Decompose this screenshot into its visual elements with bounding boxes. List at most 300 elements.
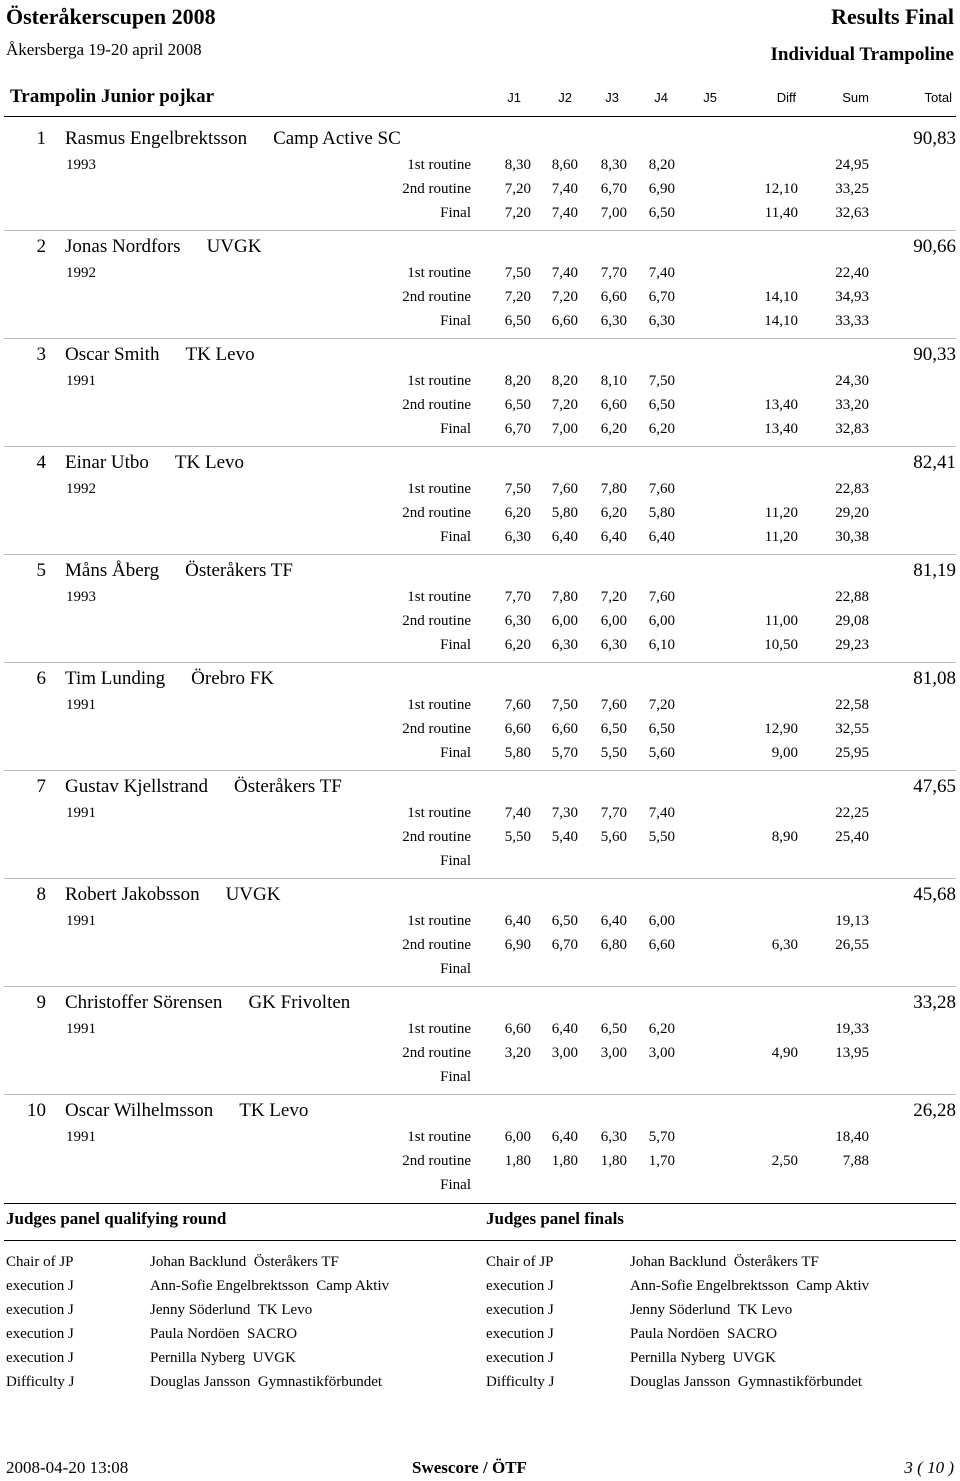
footer-page: 3 ( 10 ) [904,1458,954,1477]
judge-score-j1: 6,60 [504,1021,531,1037]
difficulty-score: 12,90 [764,721,798,737]
judge-score-j4: 8,20 [648,157,675,173]
judge-score-j2: 7,20 [551,397,578,413]
judge-score-j4: 5,70 [648,1129,675,1145]
judge-score-j2: 6,40 [551,1129,578,1145]
judge-name: Ann-Sofie Engelbrektsson Camp Aktiv [150,1278,390,1294]
routine-row [0,481,960,505]
athlete-total: 81,08 [913,668,956,689]
routine-label: Final [440,1069,471,1085]
judge-score-j2: 7,30 [551,805,578,821]
routine-row [0,265,960,289]
judge-score-j3: 7,80 [600,481,627,497]
judge-score-j3: 7,00 [600,205,627,221]
routine-label: 1st routine [407,697,471,713]
judge-score-j4: 5,80 [648,505,675,521]
judge-score-j2: 7,20 [551,289,578,305]
routine-label: 2nd routine [402,289,471,305]
athlete-club: Österåkers TF [185,560,293,581]
judge-score-j2: 7,40 [551,181,578,197]
routine-row [0,937,960,961]
difficulty-score: 11,00 [764,613,798,629]
judge-score-j2: 6,00 [551,613,578,629]
routine-label: 1st routine [407,481,471,497]
athlete-name: Gustav Kjellstrand Österåkers TF [65,776,342,797]
routine-label: 2nd routine [402,397,471,413]
judge-score-j2: 6,50 [551,913,578,929]
judge-score-j3: 6,30 [600,313,627,329]
athlete-result [0,126,960,234]
routine-row [0,1021,960,1045]
athlete-club: UVGK [225,884,281,905]
routine-row [0,637,960,661]
judge-score-j3: 1,80 [600,1153,627,1169]
athlete-name: Einar Utbo TK Levo [65,452,245,473]
judge-score-j3: 5,60 [600,829,627,845]
routine-label: Final [440,637,471,653]
routine-label: 1st routine [407,589,471,605]
athlete-divider [4,1094,956,1095]
athlete-club: TK Levo [185,344,255,365]
difficulty-score: 4,90 [771,1045,798,1061]
athlete-club: UVGK [206,236,262,257]
athlete-rank: 10 [27,1100,46,1121]
routine-label: 2nd routine [402,1045,471,1061]
routine-label: Final [440,421,471,437]
athlete-total: 26,28 [913,1100,956,1121]
routine-sum: 25,40 [835,829,869,845]
judges-divider [4,1240,956,1241]
judge-role: execution J [486,1326,554,1342]
routine-sum: 22,58 [835,697,869,713]
athlete-total: 90,83 [913,128,956,149]
event-title: Österåkerscupen 2008 [6,4,216,29]
routine-row [0,1069,960,1093]
athlete-rank: 3 [36,344,46,365]
athlete-rank: 2 [36,236,46,257]
routine-sum: 22,40 [835,265,869,281]
judge-score-j1: 7,20 [504,205,531,221]
routine-row [0,745,960,769]
routine-label: 1st routine [407,1021,471,1037]
difficulty-score: 8,90 [771,829,798,845]
judge-score-j2: 7,50 [551,697,578,713]
athlete-divider [4,770,956,771]
column-header-diff: Diff [776,90,796,105]
routine-label: 1st routine [407,1129,471,1145]
difficulty-score: 13,40 [764,397,798,413]
judge-score-j1: 6,60 [504,721,531,737]
routine-row [0,181,960,205]
judge-score-j4: 3,00 [648,1045,675,1061]
judge-score-j2: 6,40 [551,529,578,545]
athlete-name: Rasmus Engelbrektsson Camp Active SC [65,128,401,149]
difficulty-score: 2,50 [771,1153,798,1169]
judge-score-j1: 7,20 [504,181,531,197]
routine-sum: 30,38 [835,529,869,545]
judge-score-j4: 1,70 [648,1153,675,1169]
athlete-result [0,666,960,774]
judges-finals-title: Judges panel finals [486,1209,624,1228]
athlete-rank: 4 [36,452,46,473]
athlete-rank: 1 [36,128,46,149]
athlete-total: 82,41 [913,452,956,473]
routine-row [0,505,960,529]
judge-score-j3: 7,70 [600,265,627,281]
judges-qualifying-title: Judges panel qualifying round [6,1209,227,1228]
athlete-club: Österåkers TF [234,776,342,797]
judge-name: Ann-Sofie Engelbrektsson Camp Aktiv [630,1278,870,1294]
judge-score-j1: 6,50 [504,313,531,329]
routine-row [0,961,960,985]
routine-row [0,421,960,445]
judge-score-j4: 6,20 [648,1021,675,1037]
judge-score-j1: 6,20 [504,637,531,653]
judge-score-j1: 6,30 [504,613,531,629]
judge-score-j4: 7,60 [648,481,675,497]
athlete-total: 47,65 [913,776,956,797]
routine-label: Final [440,961,471,977]
judge-score-j2: 8,20 [551,373,578,389]
athlete-total: 81,19 [913,560,956,581]
routine-label: 2nd routine [402,505,471,521]
judge-score-j4: 6,20 [648,421,675,437]
athlete-total: 33,28 [913,992,956,1013]
athlete-name: Robert Jakobsson UVGK [65,884,281,905]
routine-sum: 22,88 [835,589,869,605]
judge-score-j3: 6,60 [600,289,627,305]
judge-score-j2: 7,40 [551,265,578,281]
routine-row [0,1045,960,1069]
judge-score-j4: 6,00 [648,913,675,929]
judge-score-j4: 6,50 [648,721,675,737]
routine-sum: 22,83 [835,481,869,497]
athlete-rank: 9 [36,992,46,1013]
routine-row [0,289,960,313]
judge-score-j1: 6,40 [504,913,531,929]
routine-sum: 18,40 [835,1129,869,1145]
column-header-j5: J5 [703,90,717,105]
athlete-total: 90,66 [913,236,956,257]
judge-score-j2: 6,30 [551,637,578,653]
judge-score-j2: 8,60 [551,157,578,173]
difficulty-score: 11,20 [764,505,798,521]
athlete-rank: 6 [36,668,46,689]
routine-sum: 26,55 [835,937,869,953]
judge-score-j3: 6,50 [600,721,627,737]
judge-name: Johan Backlund Österåkers TF [630,1254,819,1270]
judge-score-j4: 6,60 [648,937,675,953]
routine-label: 1st routine [407,805,471,821]
judge-score-j2: 7,00 [551,421,578,437]
difficulty-score: 6,30 [771,937,798,953]
athlete-club: Camp Active SC [273,128,401,149]
athlete-divider [4,230,956,231]
routine-row [0,205,960,229]
judge-role: execution J [486,1350,554,1366]
routine-row [0,1153,960,1177]
athlete-result [0,450,960,558]
judge-role: execution J [486,1278,554,1294]
judge-score-j4: 7,60 [648,589,675,605]
judge-score-j1: 3,20 [504,1045,531,1061]
birth-year: 1991 [66,913,96,929]
routine-row [0,721,960,745]
routine-sum: 32,63 [835,205,869,221]
difficulty-score: 14,10 [764,289,798,305]
birth-year: 1991 [66,1021,96,1037]
athlete-result [0,1098,960,1206]
routine-sum: 33,33 [835,313,869,329]
birth-year: 1992 [66,481,96,497]
judge-score-j3: 6,20 [600,505,627,521]
athlete-rank: 5 [36,560,46,581]
routine-row [0,157,960,181]
judge-name: Douglas Jansson Gymnastikförbundet [150,1374,383,1390]
judge-score-j4: 6,00 [648,613,675,629]
routine-label: Final [440,313,471,329]
athlete-divider [4,446,956,447]
athlete-name: Tim Lunding Örebro FK [65,668,274,689]
routine-label: Final [440,529,471,545]
judge-score-j4: 7,50 [648,373,675,389]
athlete-divider [4,878,956,879]
judge-score-j1: 6,90 [504,937,531,953]
birth-year: 1993 [66,157,96,173]
routine-row [0,1129,960,1153]
judge-score-j2: 5,70 [551,745,578,761]
routine-row [0,313,960,337]
athlete-rank: 7 [36,776,46,797]
routine-label: 1st routine [407,913,471,929]
column-header-j3: J3 [605,90,619,105]
column-header-j1: J1 [507,90,521,105]
judge-score-j2: 3,00 [551,1045,578,1061]
judge-score-j2: 7,40 [551,205,578,221]
routine-label: 1st routine [407,373,471,389]
athlete-name: Måns Åberg Österåkers TF [65,560,293,581]
routine-label: 1st routine [407,157,471,173]
athlete-club: TK Levo [239,1100,309,1121]
routine-sum: 34,93 [835,289,869,305]
routine-label: 2nd routine [402,181,471,197]
judge-score-j4: 6,90 [648,181,675,197]
birth-year: 1991 [66,1129,96,1145]
difficulty-score: 11,40 [764,205,798,221]
judge-name: Johan Backlund Österåkers TF [150,1254,339,1270]
judge-score-j4: 7,40 [648,265,675,281]
judge-score-j1: 8,30 [504,157,531,173]
routine-row [0,829,960,853]
athlete-name: Oscar Wilhelmsson TK Levo [65,1100,309,1121]
routine-sum: 19,13 [835,913,869,929]
judge-score-j2: 6,40 [551,1021,578,1037]
routine-sum: 25,95 [835,745,869,761]
difficulty-score: 11,20 [764,529,798,545]
judge-score-j4: 6,50 [648,397,675,413]
routine-sum: 13,95 [835,1045,869,1061]
judge-score-j2: 7,80 [551,589,578,605]
athlete-result [0,342,960,450]
routine-label: 1st routine [407,265,471,281]
judge-score-j3: 7,70 [600,805,627,821]
judge-score-j2: 6,70 [551,937,578,953]
birth-year: 1991 [66,373,96,389]
birth-year: 1992 [66,265,96,281]
routine-label: Final [440,1177,471,1193]
athlete-name: Jonas Nordfors UVGK [65,236,262,257]
judge-score-j4: 6,50 [648,205,675,221]
athlete-name: Oscar Smith TK Levo [65,344,255,365]
discipline-title: Individual Trampoline [770,44,954,65]
athlete-result [0,558,960,666]
judge-score-j1: 7,60 [504,697,531,713]
athlete-club: GK Frivolten [248,992,351,1013]
birth-year: 1993 [66,589,96,605]
athlete-name: Christoffer Sörensen GK Frivolten [65,992,351,1013]
judge-score-j3: 3,00 [600,1045,627,1061]
routine-label: 2nd routine [402,1153,471,1169]
judge-score-j1: 7,40 [504,805,531,821]
judge-score-j3: 6,30 [600,1129,627,1145]
judge-score-j1: 5,50 [504,829,531,845]
athlete-divider [4,662,956,663]
event-place-date: Åkersberga 19-20 april 2008 [6,40,202,59]
judge-score-j2: 5,80 [551,505,578,521]
routine-row [0,853,960,877]
judge-role: execution J [6,1278,74,1294]
athlete-divider [4,986,956,987]
header-divider [4,116,956,117]
judge-score-j3: 6,50 [600,1021,627,1037]
difficulty-score: 13,40 [764,421,798,437]
judge-score-j2: 7,60 [551,481,578,497]
judge-score-j4: 7,40 [648,805,675,821]
judge-name: Pernilla Nyberg UVGK [150,1350,296,1366]
judge-score-j4: 5,50 [648,829,675,845]
judge-score-j3: 8,10 [600,373,627,389]
routine-label: Final [440,205,471,221]
athlete-total: 90,33 [913,344,956,365]
judge-role: Difficulty J [486,1374,555,1390]
difficulty-score: 14,10 [764,313,798,329]
judge-role: execution J [6,1302,74,1318]
judge-score-j3: 6,00 [600,613,627,629]
judge-score-j3: 6,80 [600,937,627,953]
routine-sum: 29,08 [835,613,869,629]
judge-score-j2: 1,80 [551,1153,578,1169]
judge-role: execution J [486,1302,554,1318]
athlete-result [0,990,960,1098]
athlete-total: 45,68 [913,884,956,905]
routine-row [0,805,960,829]
birth-year: 1991 [66,805,96,821]
athlete-divider [4,338,956,339]
judge-score-j4: 6,30 [648,313,675,329]
routine-sum: 29,20 [835,505,869,521]
judge-score-j1: 6,00 [504,1129,531,1145]
judge-score-j1: 8,20 [504,373,531,389]
judge-name: Jenny Söderlund TK Levo [630,1302,793,1318]
judge-score-j1: 7,70 [504,589,531,605]
judge-role: Chair of JP [6,1254,74,1270]
routine-sum: 33,20 [835,397,869,413]
athlete-divider [4,554,956,555]
judge-role: execution J [6,1326,74,1342]
judge-score-j3: 6,20 [600,421,627,437]
column-header-j4: J4 [654,90,668,105]
routine-sum: 32,55 [835,721,869,737]
judge-score-j2: 6,60 [551,721,578,737]
athlete-result [0,882,960,990]
routine-sum: 19,33 [835,1021,869,1037]
results-title: Results Final [831,4,954,29]
routine-row [0,589,960,613]
judge-score-j1: 5,80 [504,745,531,761]
routine-row [0,1177,960,1201]
athlete-club: TK Levo [174,452,245,473]
athlete-club: Örebro FK [191,668,274,689]
judge-score-j4: 5,60 [648,745,675,761]
athlete-result [0,774,960,882]
judge-score-j4: 7,20 [648,697,675,713]
judge-score-j2: 6,60 [551,313,578,329]
routine-label: Final [440,745,471,761]
routine-sum: 7,88 [842,1153,869,1169]
routine-row [0,373,960,397]
judge-role: Chair of JP [486,1254,554,1270]
judge-score-j1: 7,20 [504,289,531,305]
routine-sum: 33,25 [835,181,869,197]
judge-score-j1: 6,30 [504,529,531,545]
judge-score-j1: 7,50 [504,481,531,497]
difficulty-score: 12,10 [764,181,798,197]
judge-score-j1: 6,50 [504,397,531,413]
judge-score-j4: 6,10 [648,637,675,653]
routine-row [0,913,960,937]
routine-sum: 24,30 [835,373,869,389]
judge-name: Paula Nordöen SACRO [630,1326,778,1342]
judge-score-j3: 8,30 [600,157,627,173]
footer-datetime: 2008-04-20 13:08 [6,1458,129,1477]
judge-score-j3: 5,50 [600,745,627,761]
judge-score-j1: 6,70 [504,421,531,437]
judge-score-j4: 6,40 [648,529,675,545]
judge-score-j3: 7,20 [600,589,627,605]
routine-row [0,613,960,637]
judge-score-j3: 6,40 [600,529,627,545]
routine-row [0,697,960,721]
category-title: Trampolin Junior pojkar [10,86,215,107]
routine-label: 2nd routine [402,937,471,953]
column-header-sum: Sum [842,90,869,105]
athlete-rank: 8 [36,884,46,905]
routine-row [0,397,960,421]
column-header-total: Total [924,90,952,105]
routine-sum: 22,25 [835,805,869,821]
birth-year: 1991 [66,697,96,713]
judge-score-j1: 1,80 [504,1153,531,1169]
judge-score-j3: 6,30 [600,637,627,653]
judge-score-j3: 6,40 [600,913,627,929]
judge-score-j3: 7,60 [600,697,627,713]
routine-sum: 32,83 [835,421,869,437]
judge-name: Douglas Jansson Gymnastikförbundet [630,1374,863,1390]
routine-sum: 24,95 [835,157,869,173]
judge-score-j4: 6,70 [648,289,675,305]
judge-name: Paula Nordöen SACRO [150,1326,298,1342]
judge-score-j2: 5,40 [551,829,578,845]
